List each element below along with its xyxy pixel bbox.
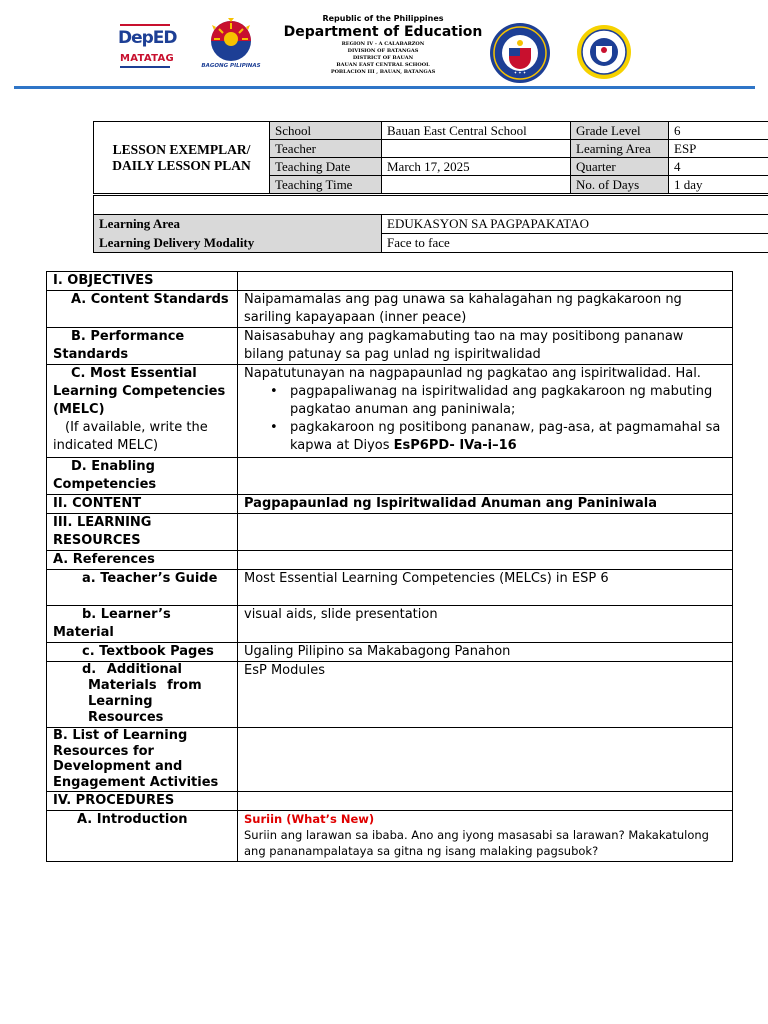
section-heading: III. LEARNING RESOURCES	[47, 514, 238, 551]
textbook-pages-label: c. Textbook Pages	[82, 644, 214, 659]
info-label: Teacher	[270, 140, 382, 158]
list-of-resources-label: B. List of Learning Resources for Development and Engagement Activities	[53, 728, 219, 790]
table-row	[47, 458, 733, 495]
lesson-plan-table	[46, 271, 733, 862]
textbook-pages-text: Ugaling Pilipino sa Makabagong Panahon	[238, 643, 733, 662]
row-label	[47, 728, 238, 792]
performance-standards-label: B. Performance Standards	[53, 329, 185, 362]
melc-list	[270, 383, 726, 455]
spacer-row	[94, 196, 768, 215]
blank-cell	[238, 514, 733, 551]
melc-cell	[238, 365, 733, 458]
row-label	[47, 662, 238, 728]
svg-text:✦ ✦ ✦: ✦ ✦ ✦	[513, 70, 527, 75]
content-text: Pagpapaunlad ng Ispiritwalidad Anuman ang Paniniwala	[238, 495, 733, 514]
learners-material-text: visual aids, slide presentation	[238, 606, 733, 643]
blank-cell	[238, 551, 733, 570]
table-row	[47, 365, 733, 458]
learning-area-table	[93, 195, 768, 253]
letterhead	[0, 0, 768, 92]
info-label: Teaching Date	[270, 158, 382, 176]
deped-matatag-logo	[114, 20, 176, 72]
table-row	[47, 811, 733, 862]
deped-seal-icon	[489, 22, 551, 84]
info-label: Grade Level	[571, 122, 669, 140]
melc-note: (If available, write the indicated MELC)	[53, 420, 208, 453]
bagong-pilipinas-logo	[198, 17, 264, 75]
modality-value: Face to face	[382, 234, 768, 253]
row-label	[47, 458, 238, 495]
table-row	[47, 514, 733, 551]
table-row	[47, 570, 733, 606]
content-standards-text: Naipamamalas ang pag unawa sa kahalagahan ng pagkakaroon ng sariling kapayapaan (inner peace)	[238, 291, 733, 328]
table-row	[47, 495, 733, 514]
modality-label: Learning Delivery Modality	[94, 234, 382, 253]
info-label: School	[270, 122, 382, 140]
blank-cell	[238, 792, 733, 811]
table-row	[47, 328, 733, 365]
enabling-competencies-label: D. Enabling Competencies	[53, 459, 157, 492]
address-line: BAUAN EAST CENTRAL SCHOOL	[336, 62, 430, 68]
table-row	[47, 728, 733, 792]
deped-logo-text: DepED	[118, 28, 177, 48]
lesson-info-table	[93, 121, 768, 194]
melc-code: EsP6PD- IVa-i–16	[393, 438, 517, 453]
content-standards-label: A. Content Standards	[71, 292, 229, 307]
melc-intro: Napatutunayan na nagpapaunlad ng pagkatao ang ispiritwalidad. Hal.	[244, 366, 701, 381]
blank-cell	[238, 458, 733, 495]
row-label	[47, 328, 238, 365]
section-heading: II. CONTENT	[47, 495, 238, 514]
additional-materials-label: d. Additional Materials from Learning Resources	[82, 662, 202, 725]
modality-row	[94, 234, 768, 253]
info-value: 4	[669, 158, 768, 176]
address-line: REGION IV - A CALABARZON	[341, 41, 425, 47]
table-row	[47, 662, 733, 728]
info-value	[382, 140, 571, 158]
suriin-text: Suriin ang larawan sa ibaba. Ano ang iyong masasabi sa larawan? Makakatulong ang pananampalataya sa gitna ng isang malaking pagsubok?	[244, 828, 709, 858]
department-title: Department of Education	[283, 24, 483, 40]
row-label	[47, 291, 238, 328]
lesson-plan-title: LESSON EXEMPLAR/ DAILY LESSON PLAN	[94, 122, 270, 194]
blank-cell	[238, 272, 733, 291]
introduction-cell	[238, 811, 733, 862]
school-seal-logo	[572, 24, 636, 80]
logo-rule-top	[120, 24, 170, 26]
info-value: March 17, 2025	[382, 158, 571, 176]
list-item	[270, 383, 726, 419]
header-divider	[14, 86, 755, 89]
melc-label: C. Most Essential Learning Competencies (MELC)	[53, 366, 226, 417]
address-line: DIVISION OF BATANGAS	[347, 48, 419, 54]
school-seal-icon	[572, 24, 636, 80]
info-value: Bauan East Central School	[382, 122, 571, 140]
melc-bullet-text: pagkakaroon ng positibong pananaw, pag-asa, at pagmamahal sa kapwa at Diyos	[290, 420, 721, 453]
learning-area-label: Learning Area	[94, 215, 382, 234]
teachers-guide-label: a. Teacher’s Guide	[82, 571, 218, 586]
table-row	[47, 551, 733, 570]
address-line: POBLACION III , BAUAN, BATANGAS	[330, 69, 436, 75]
info-value: 1 day	[669, 176, 768, 194]
matatag-logo-text: MATATAG	[120, 53, 175, 64]
row-label	[47, 570, 238, 606]
info-row	[94, 122, 768, 140]
logo-rule-bottom	[120, 66, 170, 68]
info-value: ESP	[669, 140, 768, 158]
section-heading: I. OBJECTIVES	[47, 272, 238, 291]
introduction-label: A. Introduction	[77, 812, 188, 827]
list-item	[270, 419, 726, 455]
info-label: Teaching Time	[270, 176, 382, 194]
info-label: Learning Area	[571, 140, 669, 158]
learners-material-label: b. Learner’s Material	[53, 607, 171, 640]
bullet-icon: •	[270, 420, 278, 435]
performance-standards-text: Naisasabuhay ang pagkamabuting tao na may positibong pananaw bilang patunay sa pag unlad ng ispiritwalidad	[238, 328, 733, 365]
suriin-heading: Suriin (What’s New)	[244, 812, 375, 826]
melc-bullet-text: pagpapaliwanag na ispiritwalidad ang pagkakaroon ng mabuting pagkatao anuman ang paniniwala;	[290, 384, 713, 417]
teachers-guide-text: Most Essential Learning Competencies (MELCs) in ESP 6	[238, 570, 733, 606]
row-label	[47, 811, 238, 862]
table-row	[47, 272, 733, 291]
info-label: Quarter	[571, 158, 669, 176]
learning-area-row	[94, 215, 768, 234]
blank-cell	[238, 728, 733, 792]
info-value: 6	[669, 122, 768, 140]
republic-line: Republic of the Philippines	[322, 14, 444, 23]
row-label	[47, 606, 238, 643]
blank-cell	[94, 196, 768, 215]
address-line: DISTRICT OF BAUAN	[352, 55, 414, 61]
row-label	[47, 365, 238, 458]
bullet-icon: •	[270, 384, 278, 399]
bagong-pilipinas-text: BAGONG PILIPINAS	[201, 63, 261, 69]
table-row	[47, 792, 733, 811]
info-label: No. of Days	[571, 176, 669, 194]
learning-area-value: EDUKASYON SA PAGPAPAKATAO	[382, 215, 768, 234]
section-heading: IV. PROCEDURES	[47, 792, 238, 811]
info-value	[382, 176, 571, 194]
table-row	[47, 291, 733, 328]
additional-materials-text: EsP Modules	[238, 662, 733, 728]
row-label: A. References	[47, 551, 238, 570]
school-letterhead-text	[270, 13, 496, 76]
deped-seal-logo	[489, 22, 551, 84]
row-label	[47, 643, 238, 662]
table-row	[47, 643, 733, 662]
bagong-pilipinas-emblem-icon	[198, 17, 264, 65]
table-row	[47, 606, 733, 643]
